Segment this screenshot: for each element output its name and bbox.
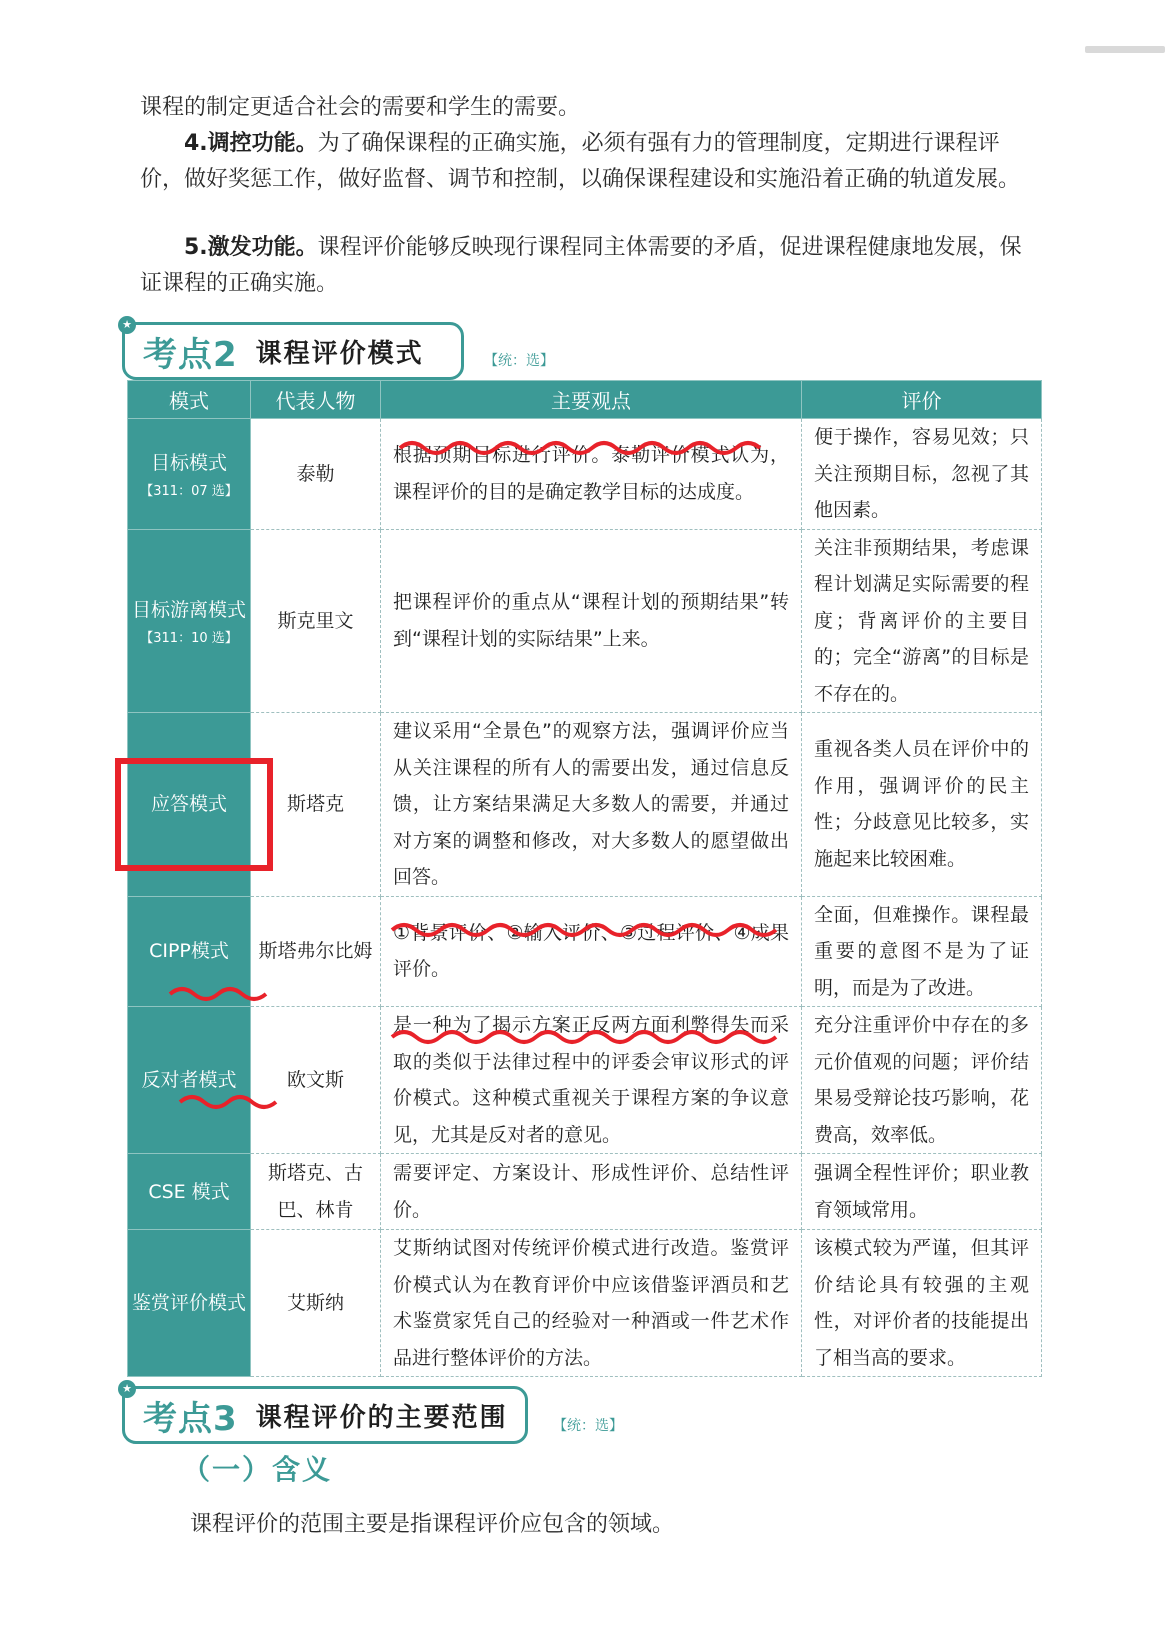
- section-heading: （一）含义: [182, 1453, 333, 1486]
- table-row: [128, 529, 1042, 713]
- person-cell: 泰勒: [251, 419, 381, 530]
- table-row: [128, 1154, 1042, 1230]
- evaluation-model-table: [127, 380, 1042, 1377]
- mode-cell: 反对者模式: [128, 1007, 251, 1154]
- intro-line: 课程的制定更适合社会的需要和学生的需要。: [140, 95, 581, 120]
- eval-cell: 关注非预期结果，考虑课程计划满足实际需要的程度；背离评价的主要目的；完全“游离”的目标是不存在的。: [802, 529, 1042, 713]
- view-cell: 把课程评价的重点从“课程计划的预期结果”转到“课程计划的实际结果”上来。: [381, 529, 802, 713]
- kaodian2-header: [122, 318, 464, 380]
- kaodian3-tag: 【统：选】: [553, 1418, 623, 1434]
- kaodian2-title: 课程评价模式: [255, 338, 424, 369]
- exam-code: 【311：07 选】: [140, 483, 238, 499]
- view-cell: 是一种为了揭示方案正反两方面利弊得失而采取的类似于法律过程中的评委会审议形式的评价模式。这种模式重视关于课程方案的争议意见，尤其是反对者的意见。: [381, 1007, 802, 1154]
- exam-code: 【311：10 选】: [140, 630, 238, 646]
- star-icon: ★: [118, 1380, 136, 1398]
- eval-cell: 该模式较为严谨，但其评价结论具有较强的主观性，对评价者的技能提出了相当高的要求。: [802, 1230, 1042, 1377]
- eval-cell: 重视各类人员在评价中的作用，强调评价的民主性；分歧意见比较多，实施起来比较困难。: [802, 713, 1042, 897]
- person-cell: 斯塔克、古巴、林肯: [251, 1154, 381, 1230]
- kaodian3-header: [122, 1382, 528, 1444]
- kaodian3-title: 课程评价的主要范围: [255, 1402, 508, 1433]
- kaodian2-number: 考点2: [143, 334, 238, 375]
- mode-cell: 目标游离模式 【311：10 选】: [128, 529, 251, 713]
- mode-cell: 目标模式 【311：07 选】: [128, 419, 251, 530]
- person-cell: 斯塔弗尔比姆: [251, 896, 381, 1007]
- red-highlight-box: [115, 758, 273, 871]
- table-row: [128, 1230, 1042, 1377]
- view-cell: 艾斯纳试图对传统评价模式进行改造。鉴赏评价模式认为在教育评价中应该借鉴评酒员和艺术鉴赏家凭自己的经验对一种酒或一件艺术作品进行整体评价的方法。: [381, 1230, 802, 1377]
- view-cell: ①背景评价、②输入评价、③过程评价、④成果评价。: [381, 896, 802, 1007]
- view-cell: 需要评定、方案设计、形成性评价、总结性评价。: [381, 1154, 802, 1230]
- star-icon: ★: [118, 316, 136, 334]
- red-wave-underline: [392, 1027, 782, 1047]
- header-view: 主要观点: [381, 381, 802, 419]
- header-eval: 评价: [802, 381, 1042, 419]
- eval-cell: 强调全程性评价；职业教育领域常用。: [802, 1154, 1042, 1230]
- eval-cell: 充分注重评价中存在的多元价值观的问题；评价结果易受辩论技巧影响，花费高，效率低。: [802, 1007, 1042, 1154]
- kaodian3-number: 考点3: [143, 1398, 238, 1439]
- person-cell: 斯塔克: [251, 713, 381, 897]
- section-text: 课程评价的范围主要是指课程评价应包含的领域。: [190, 1512, 675, 1537]
- view-cell: 建议采用“全景色”的观察方法，强调评价应当从关注课程的所有人的需要出发，通过信息反馈，让方案结果满足大多数人的需要，并通过对方案的调整和修改，对大多数人的愿望做出回答。: [381, 713, 802, 897]
- red-wave-underline: [180, 1092, 280, 1112]
- view-cell: 根据预期目标进行评价。泰勒评价模式认为，课程评价的目的是确定教学目标的达成度。: [381, 419, 802, 530]
- table-header-row: [128, 381, 1042, 419]
- person-cell: 艾斯纳: [251, 1230, 381, 1377]
- mode-cell: 鉴赏评价模式: [128, 1230, 251, 1377]
- red-wave-underline: [170, 982, 282, 1002]
- person-cell: 斯克里文: [251, 529, 381, 713]
- paragraph-stimulation: 5.激发功能。课程评价能够反映现行课程同主体需要的矛盾，促进课程健康地发展，保证课程的正确实施。: [140, 235, 1022, 296]
- kaodian2-tag: 【统：选】: [484, 353, 554, 369]
- eval-cell: 便于操作，容易见效；只关注预期目标，忽视了其他因素。: [802, 419, 1042, 530]
- mode-cell: CSE 模式: [128, 1154, 251, 1230]
- mode-cell: 应答模式: [128, 713, 251, 897]
- mode-cell: CIPP模式: [128, 896, 251, 1007]
- eval-cell: 全面，但难操作。课程最重要的意图不是为了证明，而是为了改进。: [802, 896, 1042, 1007]
- red-wave-underline: [400, 436, 780, 456]
- header-person: 代表人物: [251, 381, 381, 419]
- header-mode: 模式: [128, 381, 251, 419]
- scroll-indicator: [1085, 46, 1165, 53]
- person-cell: 欧文斯: [251, 1007, 381, 1154]
- red-wave-underline: [392, 920, 792, 940]
- paragraph-regulation: 4.调控功能。为了确保课程的正确实施，必须有强有力的管理制度，定期进行课程评价，做好奖惩工作，做好监督、调节和控制，以确保课程建设和实施沿着正确的轨道发展。: [140, 131, 1021, 192]
